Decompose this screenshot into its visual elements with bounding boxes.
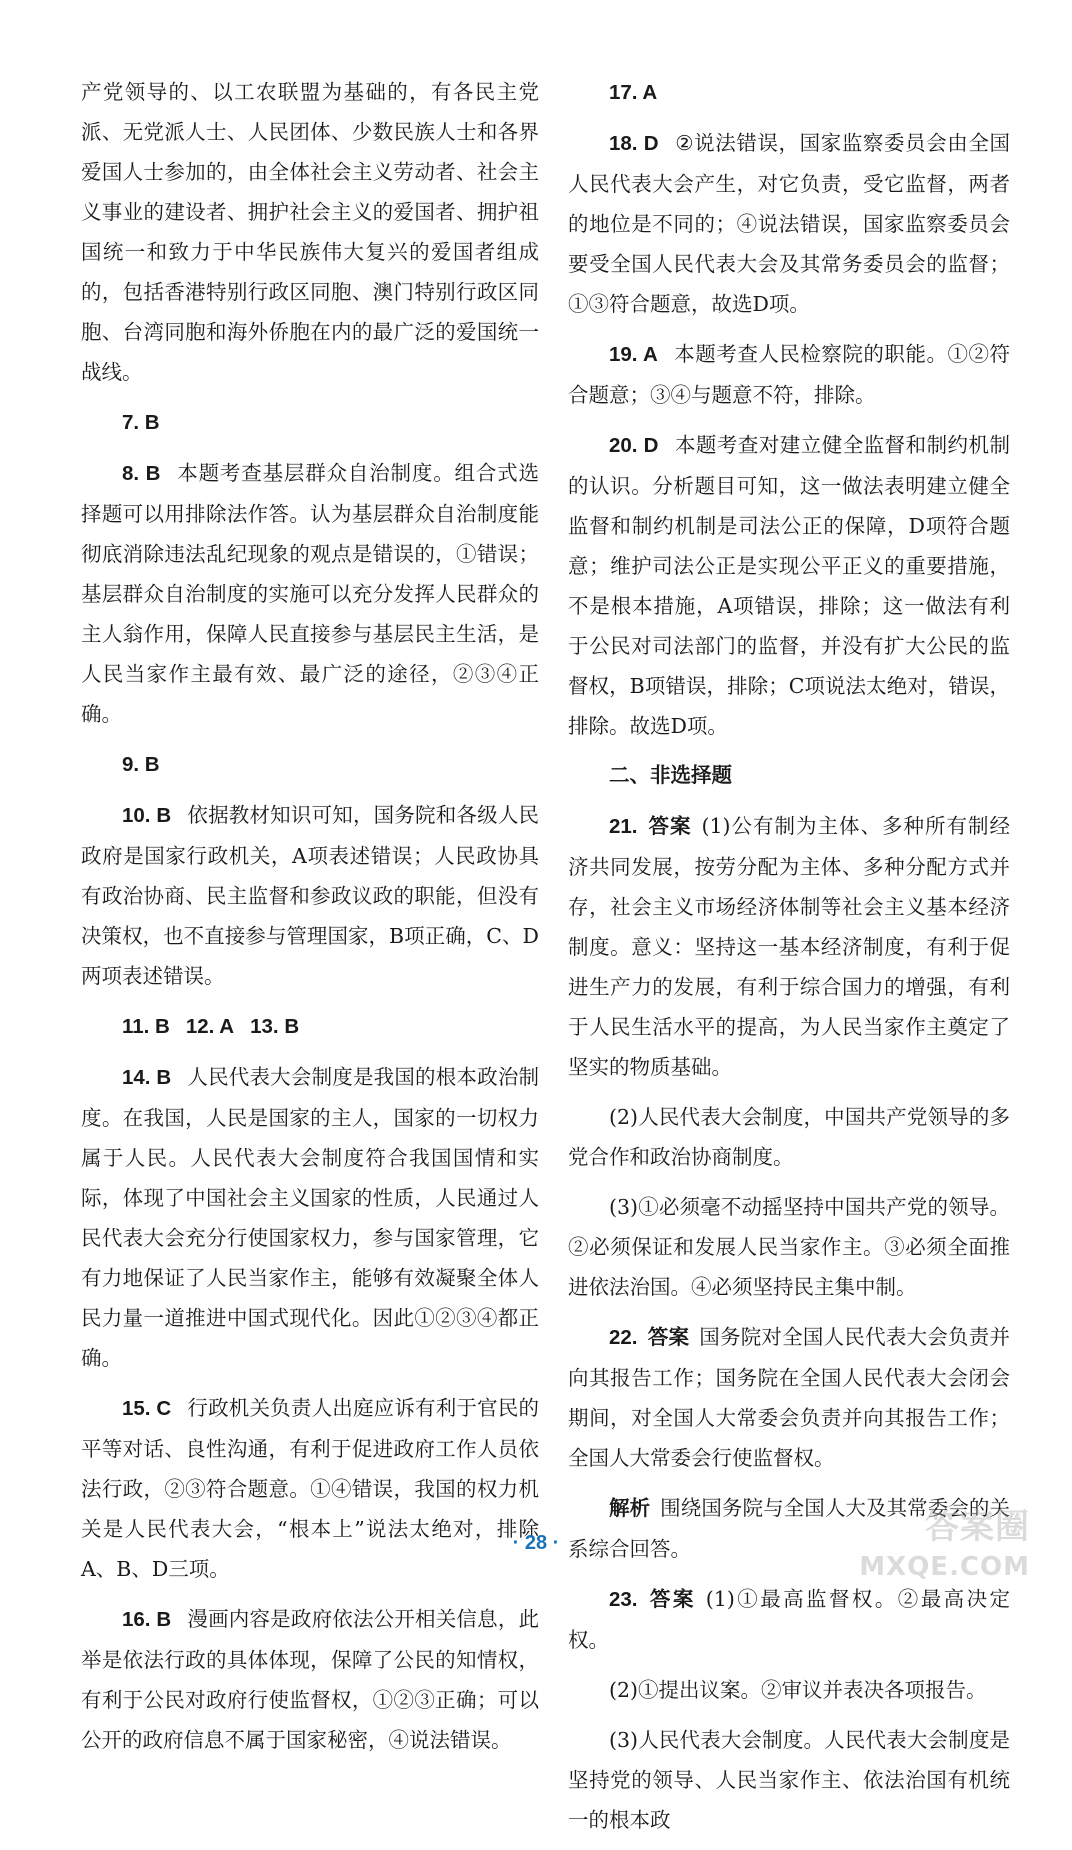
question-number: 7. B xyxy=(122,411,160,434)
answer-item xyxy=(568,334,1010,415)
answer-item xyxy=(81,1599,539,1760)
answer-paragraph: (2)①提出议案。②审议并表决各项报告。 xyxy=(609,1678,987,1702)
answer-explanation: ②说法错误，国家监察委员会由全国人民代表大会产生，对它负责，受它监督，两者的地位是不同的；④说法错误，国家监察委员会要受全国人民代表大会及其常务委员会的监督；①③符合题意，故选D项。 xyxy=(568,131,1010,316)
answer-item xyxy=(568,806,1010,1087)
answer-explanation: 人民代表大会制度是我国的根本政治制度。在我国，人民是国家的主人，国家的一切权力属于人民。人民代表大会制度符合我国国情和实际，体现了中国社会主义国家的性质，人民通过人民代表大会充分行使国家权力，参与国家管理，它有力地保证了人民当家作主，能够有效凝聚全体人民力量一道推进中国式现代化。因此①②③④都正确。 xyxy=(81,1065,540,1370)
question-number: 21. xyxy=(609,815,638,838)
answer-explanation: 行政机关负责人出庭应诉有利于官民的平等对话、良性沟通，有利于促进政府工作人员依法行政，②③符合题意。①④错误，我国的权力机关是人民代表大会，“根本上”说法太绝对，排除A、B、D三项。 xyxy=(81,1396,540,1581)
question-number: 8. B xyxy=(122,462,161,485)
answer-paragraph: (3)人民代表大会制度。人民代表大会制度是坚持党的领导、人民当家作主、依法治国有机统一的根本政 xyxy=(568,1728,1010,1832)
watermark-logo xyxy=(859,1507,1030,1587)
question-number: 12. A xyxy=(185,1015,235,1038)
question-number: 11. B xyxy=(122,1015,170,1038)
answer-item xyxy=(568,72,1010,113)
answer-explanation: 本题考查基层群众自治制度。组合式选择题可以用排除法作答。认为基层群众自治制度能彻底消除违法乱纪现象的观点是错误的，①错误；基层群众自治制度的实施可以充分发挥人民群众的主人翁作用，保障人民直接参与基层民主生活，是人民当家作主最有效、最广泛的途径，②③④正确。 xyxy=(81,461,539,726)
page-number: · 28 · xyxy=(512,1532,560,1554)
watermark-text: 答案圈 xyxy=(925,1507,1030,1547)
question-number: 18. D xyxy=(609,132,659,155)
question-number: 9. B xyxy=(122,753,160,776)
answer-explanation: (1)①最高监督权。②最高决定权。 xyxy=(568,1587,1010,1652)
answer-item xyxy=(568,425,1010,746)
answer-item xyxy=(568,1579,1010,1660)
question-number: 13. B xyxy=(250,1015,300,1038)
answer-explanation: 本题考查人民检察院的职能。①②符合题意；③④与题意不符，排除。 xyxy=(568,342,1010,407)
answer-paragraph: (2)人民代表大会制度，中国共产党领导的多党合作和政治协商制度。 xyxy=(568,1105,1010,1169)
answer-explanation: 本题考查对建立健全监督和制约机制的认识。分析题目可知，这一做法表明建立健全监督和制约机制是司法公正的保障，D项符合题意；维护司法公正是实现公平正义的重要措施，不是根本措施，A项错误，排除；这一做法有利于公民对司法部门的监督，并没有扩大公民的监督权，B项错误，排除；C项说法太绝对，错误，排除。故选D项。 xyxy=(568,433,1010,738)
question-number: 20. D xyxy=(609,434,659,457)
answer-item xyxy=(81,402,539,443)
question-number: 23. xyxy=(609,1588,638,1611)
answer-label: 答案 xyxy=(647,1588,696,1611)
answer-item xyxy=(81,1057,539,1378)
answer-explanation: 依据教材知识可知，国务院和各级人民政府是国家行政机关，A项表述错误；人民政协具有政治协商、民主监督和参政议政的职能，但没有决策权，也不直接参与管理国家，B项正确，C、D两项表述错误。 xyxy=(81,803,540,988)
section-heading: 二、非选择题 xyxy=(609,764,732,787)
answer-label: 解析 xyxy=(609,1497,651,1520)
left-column xyxy=(81,72,539,1770)
question-number: 15. C xyxy=(122,1397,172,1420)
answer-label: 答案 xyxy=(647,815,692,838)
question-number: 10. B xyxy=(122,804,172,827)
answer-item xyxy=(568,1317,1010,1478)
question-number: 19. A xyxy=(609,343,658,366)
answer-item xyxy=(81,795,539,996)
answer-group xyxy=(81,1006,539,1047)
paragraph-continued: 产党领导的、以工农联盟为基础的，有各民主党派、无党派人士、人民团体、少数民族人士和各界爱国人士参加的，由全体社会主义劳动者、社会主义事业的建设者、拥护社会主义的爱国者、拥护祖国统一和致力于中华民族伟大复兴的爱国者组成的，包括香港特别行政区同胞、澳门特别行政区同胞、台湾同胞和海外侨胞在内的最广泛的爱国统一战线。 xyxy=(81,80,539,384)
question-number: 17. A xyxy=(609,81,658,104)
answer-item xyxy=(568,123,1010,324)
watermark-url: MXQE.COM xyxy=(859,1552,1030,1582)
question-number: 14. B xyxy=(122,1066,172,1089)
answer-item xyxy=(81,1388,539,1589)
answer-explanation: 国务院对全国人民代表大会负责并向其报告工作；国务院在全国人民代表大会闭会期间，对全国人大常委会负责并向其报告工作；全国人大常委会行使监督权。 xyxy=(568,1325,1011,1470)
answer-item xyxy=(81,744,539,785)
answer-paragraph: (3)①必须毫不动摇坚持中国共产党的领导。②必须保证和发展人民当家作主。③必须全面推进依法治国。④必须坚持民主集中制。 xyxy=(568,1195,1010,1299)
question-number: 16. B xyxy=(122,1608,172,1631)
question-number: 22. xyxy=(609,1326,638,1349)
answer-explanation: 围绕国务院与全国人大及其常委会的关系综合回答。 xyxy=(568,1496,1011,1561)
answer-item xyxy=(81,453,539,734)
answer-explanation: (1)公有制为主体、多种所有制经济共同发展，按劳分配为主体、多种分配方式并存，社会主义市场经济体制等社会主义基本经济制度。意义：坚持这一基本经济制度，有利于促进生产力的发展，有利于综合国力的增强，有利于人民生活水平的提高，为人民当家作主奠定了坚实的物质基础。 xyxy=(568,814,1010,1079)
answer-explanation: 漫画内容是政府依法公开相关信息，此举是依法行政的具体体现，保障了公民的知情权，有利于公民对政府行使监督权，①②③正确；可以公开的政府信息不属于国家秘密，④说法错误。 xyxy=(81,1607,540,1752)
answer-label: 答案 xyxy=(647,1326,690,1349)
